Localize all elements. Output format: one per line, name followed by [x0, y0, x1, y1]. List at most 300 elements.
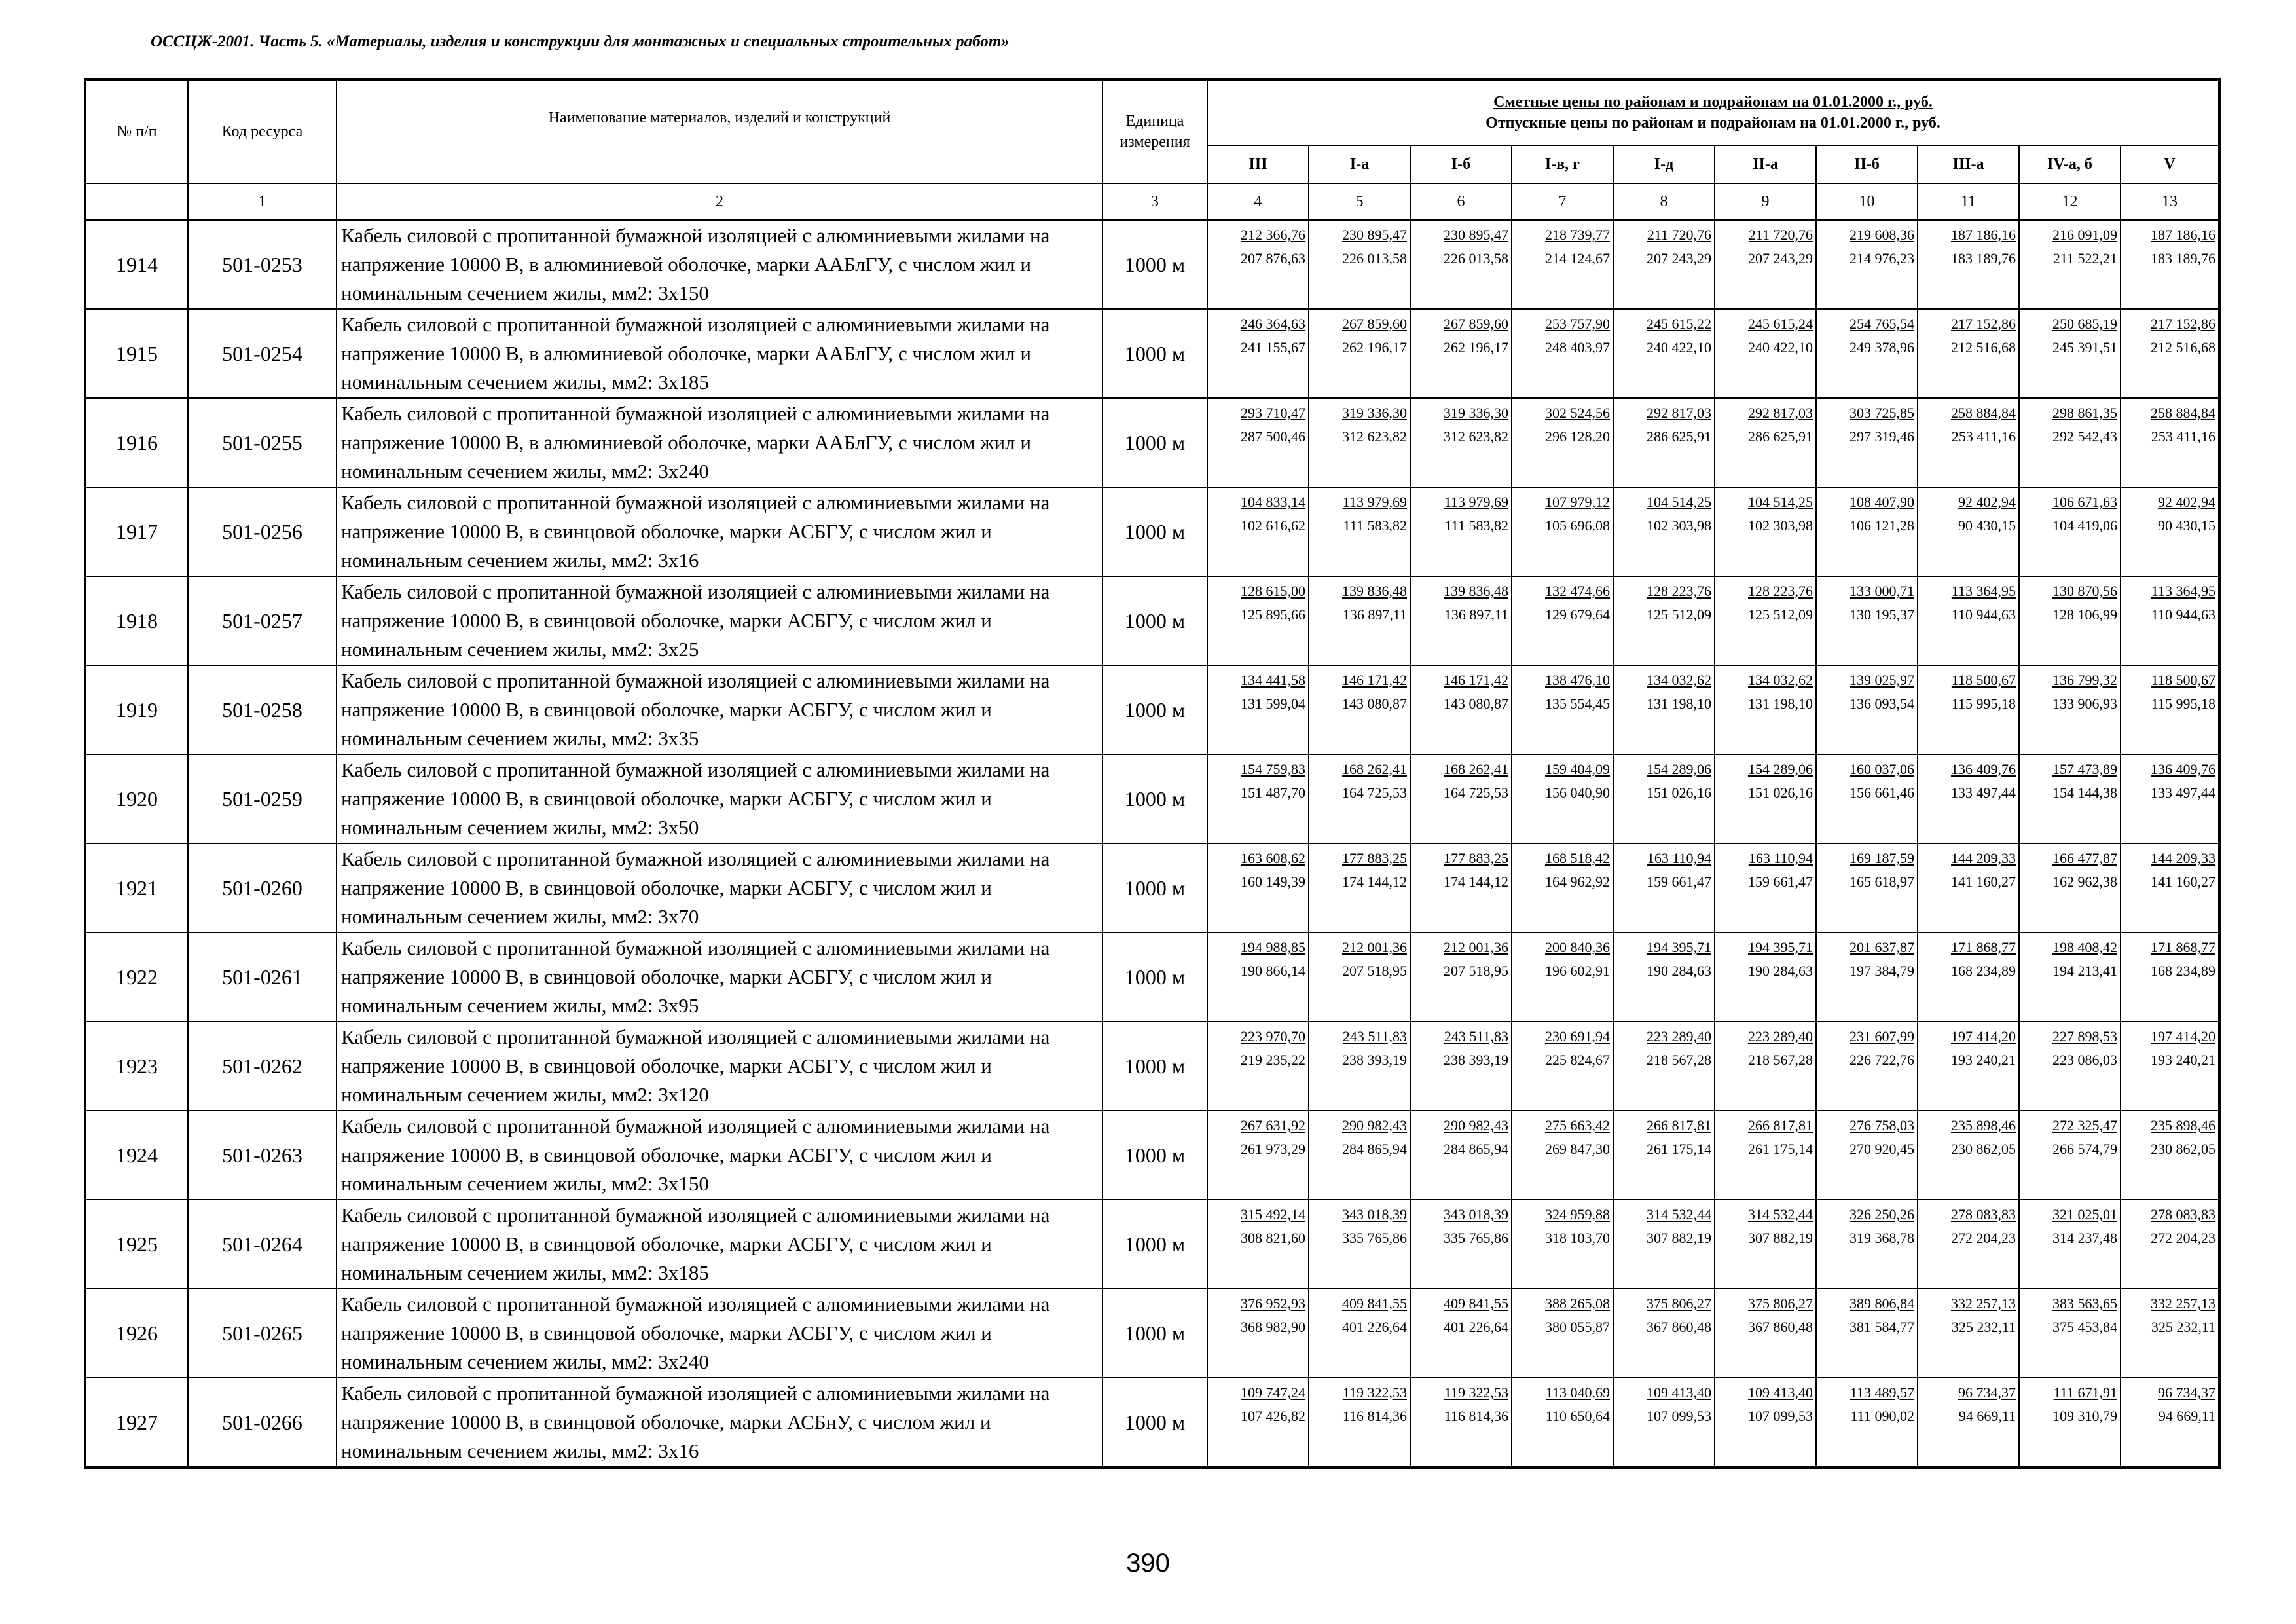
estimated-price: 194 988,85: [1241, 939, 1305, 955]
estimated-price: 235 898,46: [2151, 1117, 2216, 1134]
price-cell: [2019, 843, 2121, 932]
estimated-price: 136 409,76: [2151, 761, 2216, 777]
release-price: 136 093,54: [1850, 695, 1914, 712]
unit-of-measure: 1000 м: [1102, 665, 1207, 754]
estimated-price: 375 806,27: [1647, 1295, 1711, 1312]
release-price: 266 574,79: [2052, 1141, 2117, 1157]
table-row: [85, 665, 2219, 754]
release-price: 226 013,58: [1342, 250, 1407, 267]
estimated-price: 332 257,13: [2151, 1295, 2216, 1312]
release-price: 110 650,64: [1545, 1408, 1610, 1424]
price-cell: [1309, 754, 1410, 843]
price-cell: [2019, 398, 2121, 487]
release-price: 183 189,76: [1951, 250, 2016, 267]
release-price: 318 103,70: [1545, 1230, 1610, 1246]
column-number: 5: [1309, 183, 1410, 220]
table-row: [85, 843, 2219, 932]
release-price: 196 602,91: [1545, 963, 1610, 979]
estimated-price: 163 110,94: [1748, 850, 1813, 866]
estimated-price: 104 514,25: [1647, 494, 1711, 510]
estimated-price: 132 474,66: [1545, 583, 1610, 599]
estimated-price: 314 532,44: [1748, 1206, 1813, 1223]
release-price: 292 542,43: [2052, 428, 2117, 445]
price-cell: [2121, 1200, 2219, 1289]
price-cell: [2019, 487, 2121, 576]
estimated-price: 231 607,99: [1850, 1028, 1914, 1044]
unit-of-measure: 1000 м: [1102, 487, 1207, 576]
price-cell: [1816, 1289, 1918, 1378]
estimated-price: 218 739,77: [1545, 227, 1610, 243]
estimated-price: 201 637,87: [1850, 939, 1914, 955]
estimated-price: 243 511,83: [1444, 1028, 1508, 1044]
price-cell: [1613, 932, 1715, 1022]
col-header-unit: Единица измерения: [1102, 79, 1207, 183]
price-cell: [1715, 1200, 1816, 1289]
unit-of-measure: 1000 м: [1102, 309, 1207, 398]
release-price: 314 237,48: [2052, 1230, 2117, 1246]
estimated-price: 133 000,71: [1850, 583, 1914, 599]
estimated-price: 146 171,42: [1342, 672, 1407, 688]
estimated-price: 187 186,16: [2151, 227, 2216, 243]
price-cell: [2019, 754, 2121, 843]
release-price: 401 226,64: [1342, 1319, 1407, 1335]
estimated-price: 92 402,94: [2158, 494, 2216, 510]
release-price: 110 944,63: [2151, 606, 2216, 623]
release-price: 312 623,82: [1444, 428, 1508, 445]
release-price: 135 554,45: [1545, 695, 1610, 712]
price-cell: [2121, 1022, 2219, 1111]
region-header: III-а: [1918, 145, 2019, 183]
price-cell: [1918, 754, 2019, 843]
estimated-price: 128 223,76: [1748, 583, 1813, 599]
release-price: 219 235,22: [1241, 1052, 1305, 1068]
estimated-price: 212 001,36: [1342, 939, 1407, 955]
price-cell: [1309, 843, 1410, 932]
estimated-price: 235 898,46: [1951, 1117, 2016, 1134]
table-body: [85, 220, 2219, 1467]
release-price: 165 618,97: [1850, 874, 1914, 890]
release-price: 102 303,98: [1748, 517, 1813, 534]
estimated-price: 168 262,41: [1342, 761, 1407, 777]
price-cell: [2019, 220, 2121, 309]
release-price: 110 944,63: [1951, 606, 2016, 623]
release-price: 90 430,15: [1958, 517, 2016, 534]
price-cell: [1410, 1289, 1512, 1378]
estimated-price: 144 209,33: [2151, 850, 2216, 866]
estimated-price: 198 408,42: [2052, 939, 2117, 955]
estimated-price: 319 336,30: [1342, 405, 1407, 421]
estimated-price: 169 187,59: [1850, 850, 1914, 866]
price-cell: [1613, 576, 1715, 665]
page-number: 390: [1126, 1549, 1170, 1578]
price-cell: [1512, 1378, 1613, 1467]
price-cell: [1715, 1378, 1816, 1467]
release-price: 284 865,94: [1444, 1141, 1508, 1157]
material-name: Кабель силовой с пропитанной бумажной изоляцией с алюминиевыми жилами на напряжение 10000 В, в свинцовой оболочке, марки АСБГУ, с числом жил и номинальным сечением жилы, мм2: 3х50: [337, 754, 1102, 843]
price-cell: [1816, 843, 1918, 932]
price-cell: [2121, 1378, 2219, 1467]
price-cell: [1410, 487, 1512, 576]
estimated-price: 136 799,32: [2052, 672, 2117, 688]
release-price: 245 391,51: [2052, 339, 2117, 356]
release-price: 286 625,91: [1748, 428, 1813, 445]
estimated-price: 113 364,95: [1951, 583, 2016, 599]
release-price: 154 144,38: [2052, 784, 2117, 801]
estimated-price: 119 322,53: [1342, 1384, 1407, 1401]
table-header: [85, 79, 2219, 220]
price-cell: [1410, 1111, 1512, 1200]
estimated-price: 266 817,81: [1748, 1117, 1813, 1134]
price-cell: [2121, 1111, 2219, 1200]
col-header-idx: № п/п: [85, 79, 188, 183]
price-cell: [1918, 220, 2019, 309]
row-index: 1921: [85, 843, 188, 932]
estimated-price: 332 257,13: [1951, 1295, 2016, 1312]
material-name: Кабель силовой с пропитанной бумажной изоляцией с алюминиевыми жилами на напряжение 10000 В, в свинцовой оболочке, марки АСБГУ, с числом жил и номинальным сечением жилы, мм2: 3х70: [337, 843, 1102, 932]
price-cell: [1207, 1378, 1309, 1467]
estimated-price: 166 477,87: [2052, 850, 2117, 866]
column-number: 9: [1715, 183, 1816, 220]
estimated-price: 245 615,22: [1647, 316, 1711, 332]
column-number-row: [85, 183, 2219, 220]
estimated-price: 293 710,47: [1241, 405, 1305, 421]
unit-of-measure: 1000 м: [1102, 843, 1207, 932]
release-price: 162 962,38: [2052, 874, 2117, 890]
price-cell: [2121, 576, 2219, 665]
estimated-price: 109 413,40: [1647, 1384, 1711, 1401]
price-cell: [2019, 1022, 2121, 1111]
price-cell: [1918, 576, 2019, 665]
document-header-title: ОССЦЖ-2001. Часть 5. «Материалы, изделия и конструкции для монтажных и специальных строительных работ»: [151, 33, 1010, 50]
price-cell: [1309, 665, 1410, 754]
price-cell: [1207, 487, 1309, 576]
price-cell: [1918, 843, 2019, 932]
row-index: 1915: [85, 309, 188, 398]
price-cell: [2121, 932, 2219, 1022]
row-index: 1917: [85, 487, 188, 576]
unit-of-measure: 1000 м: [1102, 932, 1207, 1022]
release-price: 159 661,47: [1647, 874, 1711, 890]
release-price: 156 040,90: [1545, 784, 1610, 801]
price-cell: [1715, 1111, 1816, 1200]
price-cell: [1613, 1111, 1715, 1200]
price-cell: [1816, 309, 1918, 398]
estimated-price: 194 395,71: [1748, 939, 1813, 955]
row-index: 1925: [85, 1200, 188, 1289]
estimated-price: 266 817,81: [1647, 1117, 1711, 1134]
estimated-price: 223 970,70: [1241, 1028, 1305, 1044]
estimated-price: 107 979,12: [1545, 494, 1610, 510]
price-cell: [1918, 932, 2019, 1022]
price-cell: [1512, 1111, 1613, 1200]
estimated-price: 376 952,93: [1241, 1295, 1305, 1312]
release-price: 90 430,15: [2158, 517, 2216, 534]
price-cell: [1309, 932, 1410, 1022]
resource-code: 501-0264: [188, 1200, 337, 1289]
column-number: 10: [1816, 183, 1918, 220]
estimated-price: 154 759,83: [1241, 761, 1305, 777]
price-cell: [1613, 220, 1715, 309]
estimated-price: 275 663,42: [1545, 1117, 1610, 1134]
release-price: 151 487,70: [1241, 784, 1305, 801]
resource-code: 501-0257: [188, 576, 337, 665]
price-cell: [1207, 843, 1309, 932]
estimated-price: 92 402,94: [1958, 494, 2016, 510]
col-header-code: Код ресурса: [188, 79, 337, 183]
release-price: 111 583,82: [1343, 517, 1407, 534]
estimated-price: 258 884,84: [2151, 405, 2216, 421]
release-price: 107 099,53: [1647, 1408, 1711, 1424]
unit-of-measure: 1000 м: [1102, 1022, 1207, 1111]
estimated-price: 409 841,55: [1342, 1295, 1407, 1312]
price-cell: [1918, 309, 2019, 398]
release-price: 125 512,09: [1647, 606, 1711, 623]
material-name: Кабель силовой с пропитанной бумажной изоляцией с алюминиевыми жилами на напряжение 10000 В, в свинцовой оболочке, марки АСБГУ, с числом жил и номинальным сечением жилы, мм2: 3х25: [337, 576, 1102, 665]
unit-of-measure: 1000 м: [1102, 220, 1207, 309]
estimated-price: 113 040,69: [1545, 1384, 1610, 1401]
price-cell: [1918, 1200, 2019, 1289]
release-price: 226 013,58: [1444, 250, 1508, 267]
release-price: 151 026,16: [1647, 784, 1711, 801]
release-price: 308 821,60: [1241, 1230, 1305, 1246]
resource-code: 501-0263: [188, 1111, 337, 1200]
price-cell: [1512, 576, 1613, 665]
material-name: Кабель силовой с пропитанной бумажной изоляцией с алюминиевыми жилами на напряжение 10000 В, в свинцовой оболочке, марки АСБГУ, с числом жил и номинальным сечением жилы, мм2: 3х35: [337, 665, 1102, 754]
release-price: 230 862,05: [2151, 1141, 2216, 1157]
price-cell: [1512, 1200, 1613, 1289]
estimated-price: 118 500,67: [1951, 672, 2016, 688]
release-price: 214 976,23: [1850, 250, 1914, 267]
estimated-price: 134 032,62: [1647, 672, 1711, 688]
price-cell: [2121, 487, 2219, 576]
price-cell: [1613, 754, 1715, 843]
estimated-price: 113 979,69: [1444, 494, 1508, 510]
release-price: 401 226,64: [1444, 1319, 1508, 1335]
material-name: Кабель силовой с пропитанной бумажной изоляцией с алюминиевыми жилами на напряжение 10000 В, в алюминиевой оболочке, марки ААБлГУ, с числом жил и номинальным сечением жилы, мм2: 3х240: [337, 398, 1102, 487]
release-price: 156 661,46: [1850, 784, 1914, 801]
estimated-price: 163 608,62: [1241, 850, 1305, 866]
release-price: 269 847,30: [1545, 1141, 1610, 1157]
estimated-price: 267 859,60: [1444, 316, 1508, 332]
estimated-price: 267 859,60: [1342, 316, 1407, 332]
resource-code: 501-0261: [188, 932, 337, 1022]
price-cell: [1410, 309, 1512, 398]
release-price: 151 026,16: [1748, 784, 1813, 801]
release-price: 335 765,86: [1444, 1230, 1508, 1246]
price-cell: [1918, 1022, 2019, 1111]
column-number-empty: [85, 183, 188, 220]
material-name: Кабель силовой с пропитанной бумажной изоляцией с алюминиевыми жилами на напряжение 10000 В, в алюминиевой оболочке, марки ААБлГУ, с числом жил и номинальным сечением жилы, мм2: 3х150: [337, 220, 1102, 309]
release-price: 325 232,11: [2151, 1319, 2216, 1335]
release-price: 261 175,14: [1748, 1141, 1813, 1157]
estimated-price: 163 110,94: [1647, 850, 1711, 866]
price-cell: [1309, 1200, 1410, 1289]
price-cell: [2019, 1200, 2121, 1289]
estimated-price: 219 608,36: [1850, 227, 1914, 243]
price-cell: [2121, 665, 2219, 754]
release-price: 94 669,11: [2158, 1408, 2216, 1424]
price-cell: [1918, 398, 2019, 487]
price-cell: [1410, 1200, 1512, 1289]
estimated-price: 139 025,97: [1850, 672, 1914, 688]
price-cell: [1207, 576, 1309, 665]
price-cell: [1512, 754, 1613, 843]
estimated-price: 128 223,76: [1647, 583, 1711, 599]
price-cell: [1512, 398, 1613, 487]
price-cell: [1410, 665, 1512, 754]
release-price: 230 862,05: [1951, 1141, 2016, 1157]
price-cell: [1207, 1200, 1309, 1289]
estimated-price: 278 083,83: [2151, 1206, 2216, 1223]
row-index: 1926: [85, 1289, 188, 1378]
release-price: 102 303,98: [1647, 517, 1711, 534]
release-price: 218 567,28: [1748, 1052, 1813, 1068]
material-name: Кабель силовой с пропитанной бумажной изоляцией с алюминиевыми жилами на напряжение 10000 В, в алюминиевой оболочке, марки ААБлГУ, с числом жил и номинальным сечением жилы, мм2: 3х185: [337, 309, 1102, 398]
estimated-price: 200 840,36: [1545, 939, 1610, 955]
resource-code: 501-0262: [188, 1022, 337, 1111]
release-price: 207 876,63: [1241, 250, 1305, 267]
price-cell: [1512, 487, 1613, 576]
price-cell: [1309, 309, 1410, 398]
row-index: 1918: [85, 576, 188, 665]
estimated-price: 139 836,48: [1342, 583, 1407, 599]
release-price: 133 906,93: [2052, 695, 2117, 712]
estimated-price: 223 289,40: [1748, 1028, 1813, 1044]
estimated-price: 159 404,09: [1545, 761, 1610, 777]
price-cell: [1410, 843, 1512, 932]
price-cell: [1309, 1378, 1410, 1467]
price-cell: [1207, 398, 1309, 487]
release-price: 131 198,10: [1748, 695, 1813, 712]
release-price: 240 422,10: [1647, 339, 1711, 356]
estimated-price: 290 982,43: [1342, 1117, 1407, 1134]
estimated-price: 243 511,83: [1342, 1028, 1407, 1044]
estimated-price: 211 720,76: [1647, 227, 1711, 243]
row-index: 1920: [85, 754, 188, 843]
release-price: 164 962,92: [1545, 874, 1610, 890]
table-row: [85, 398, 2219, 487]
release-price: 368 982,90: [1241, 1319, 1305, 1335]
release-price: 272 204,23: [2151, 1230, 2216, 1246]
row-index: 1923: [85, 1022, 188, 1111]
row-index: 1916: [85, 398, 188, 487]
price-cell: [1309, 487, 1410, 576]
price-cell: [1613, 1200, 1715, 1289]
price-cell: [2019, 665, 2121, 754]
estimated-price: 157 473,89: [2052, 761, 2117, 777]
column-number: 8: [1613, 183, 1715, 220]
release-price: 272 204,23: [1951, 1230, 2016, 1246]
estimated-price: 134 032,62: [1748, 672, 1813, 688]
price-cell: [1715, 309, 1816, 398]
price-cell: [1410, 932, 1512, 1022]
region-header: V: [2121, 145, 2219, 183]
price-cell: [1918, 665, 2019, 754]
price-cell: [2019, 1289, 2121, 1378]
release-price: 111 583,82: [1444, 517, 1508, 534]
row-index: 1927: [85, 1378, 188, 1467]
release-price: 133 497,44: [2151, 784, 2216, 801]
estimated-price: 130 870,56: [2052, 583, 2117, 599]
price-cell: [1715, 843, 1816, 932]
price-cell: [1613, 309, 1715, 398]
estimated-price: 177 883,25: [1444, 850, 1508, 866]
price-cell: [1512, 220, 1613, 309]
estimated-price: 326 250,26: [1850, 1206, 1914, 1223]
release-price: 136 897,11: [1444, 606, 1508, 623]
price-cell: [1410, 754, 1512, 843]
price-cell: [1512, 309, 1613, 398]
price-cell: [1309, 1022, 1410, 1111]
release-price: 286 625,91: [1647, 428, 1711, 445]
price-cell: [2121, 220, 2219, 309]
column-number: 11: [1918, 183, 2019, 220]
unit-of-measure: 1000 м: [1102, 1111, 1207, 1200]
release-price: 223 086,03: [2052, 1052, 2117, 1068]
price-cell: [1816, 1111, 1918, 1200]
price-cell: [1512, 1289, 1613, 1378]
price-cell: [1613, 843, 1715, 932]
release-price: 207 518,95: [1342, 963, 1407, 979]
price-cell: [1410, 1022, 1512, 1111]
estimated-price: 113 979,69: [1342, 494, 1407, 510]
col-header-prices: [1207, 79, 2219, 145]
release-price: 94 669,11: [1958, 1408, 2016, 1424]
price-cell: [1512, 665, 1613, 754]
release-price: 190 284,63: [1647, 963, 1711, 979]
release-price: 128 106,99: [2052, 606, 2117, 623]
estimated-price: 96 734,37: [1958, 1384, 2016, 1401]
material-name: Кабель силовой с пропитанной бумажной изоляцией с алюминиевыми жилами на напряжение 10000 В, в свинцовой оболочке, марки АСБГУ, с числом жил и номинальным сечением жилы, мм2: 3х185: [337, 1200, 1102, 1289]
estimated-price: 246 364,63: [1241, 316, 1305, 332]
estimated-price: 302 524,56: [1545, 405, 1610, 421]
release-price: 212 516,68: [2151, 339, 2216, 356]
price-cell: [2019, 1111, 2121, 1200]
column-number: 13: [2121, 183, 2219, 220]
price-cell: [1207, 754, 1309, 843]
prices-header-estimated: Сметные цены по районам и подрайонам на 01.01.2000 г., руб.: [1493, 94, 1933, 111]
table-row: [85, 220, 2219, 309]
estimated-price: 388 265,08: [1545, 1295, 1610, 1312]
column-number: 3: [1102, 183, 1207, 220]
price-cell: [1715, 754, 1816, 843]
estimated-price: 227 898,53: [2052, 1028, 2117, 1044]
price-cell: [1816, 754, 1918, 843]
estimated-price: 383 563,65: [2052, 1295, 2117, 1312]
price-cell: [1410, 398, 1512, 487]
release-price: 174 144,12: [1444, 874, 1508, 890]
release-price: 160 149,39: [1241, 874, 1305, 890]
price-cell: [1816, 220, 1918, 309]
release-price: 270 920,45: [1850, 1141, 1914, 1157]
estimated-price: 168 518,42: [1545, 850, 1610, 866]
estimated-price: 314 532,44: [1647, 1206, 1711, 1223]
table-row: [85, 1289, 2219, 1378]
release-price: 107 426,82: [1241, 1408, 1305, 1424]
region-header: I-в, г: [1512, 145, 1613, 183]
release-price: 296 128,20: [1545, 428, 1610, 445]
estimated-price: 108 407,90: [1850, 494, 1914, 510]
row-index: 1914: [85, 220, 188, 309]
price-cell: [1613, 1022, 1715, 1111]
col-header-name: Наименование материалов, изделий и конструкций: [337, 79, 1102, 183]
estimated-price: 119 322,53: [1444, 1384, 1508, 1401]
price-cell: [1816, 1022, 1918, 1111]
release-price: 125 512,09: [1748, 606, 1813, 623]
release-price: 218 567,28: [1647, 1052, 1711, 1068]
price-cell: [1207, 1022, 1309, 1111]
estimated-price: 109 747,24: [1241, 1384, 1305, 1401]
